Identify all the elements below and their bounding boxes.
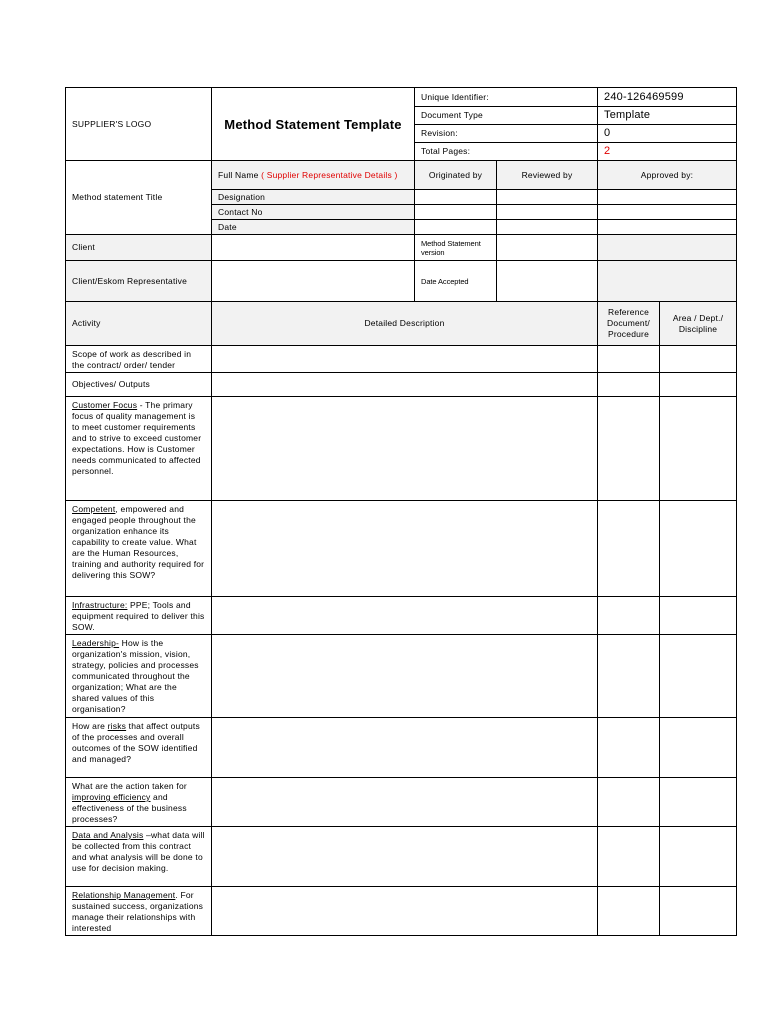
approved-designation-cell[interactable] xyxy=(598,190,737,205)
originated-by-header: Originated by xyxy=(415,161,497,190)
supplier-logo-placeholder: SUPPLIER'S LOGO xyxy=(66,88,212,161)
activity-row-area[interactable] xyxy=(660,718,737,778)
date-label: Date xyxy=(212,220,415,235)
meta-label-unique-identifier: Unique Identifier: xyxy=(415,88,598,107)
date-accepted-value[interactable] xyxy=(497,261,598,302)
activity-row-reference[interactable] xyxy=(598,373,660,397)
client-eskom-representative-label: Client/Eskom Representative xyxy=(66,261,212,302)
version-blank-cell xyxy=(598,235,737,261)
meta-value-revision: 0 xyxy=(598,125,737,143)
activity-row-reference[interactable] xyxy=(598,635,660,718)
full-name-note: ( Supplier Representative Details ) xyxy=(261,169,398,180)
date-accepted-blank-cell xyxy=(598,261,737,302)
area-dept-discipline-header: Area / Dept./ Discipline xyxy=(660,302,737,346)
activity-customer-focus: Customer Focus - The primary focus of quality management is to meet customer requirements and to strive to exceed customer expectations. How is Customer needs communicated to affected personnel. xyxy=(66,397,212,501)
approved-by-header: Approved by: xyxy=(598,161,737,190)
activity-row-description[interactable] xyxy=(212,778,598,827)
meta-value-unique-identifier: 240-126469599 xyxy=(598,88,737,107)
activity-row-reference[interactable] xyxy=(598,887,660,936)
activity-row-area[interactable] xyxy=(660,635,737,718)
meta-label-document-type: Document Type xyxy=(415,107,598,125)
method-statement-version-value[interactable] xyxy=(497,235,598,261)
activity-row-reference[interactable] xyxy=(598,346,660,373)
meta-label-revision: Revision: xyxy=(415,125,598,143)
activity-scope-of-work: Scope of work as described in the contract/ order/ tender xyxy=(66,346,212,373)
activity-row-area[interactable] xyxy=(660,373,737,397)
method-statement-form xyxy=(65,87,736,936)
activity-row-description[interactable] xyxy=(212,346,598,373)
meta-value-total-pages: 2 xyxy=(598,143,737,161)
activity-row-area[interactable] xyxy=(660,778,737,827)
activity-data-and-analysis: Data and Analysis –what data will be collected from this contract and what analysis will be done to use for decision making. xyxy=(66,827,212,887)
activity-competent: Competent, empowered and engaged people throughout the organization enhance its capability to create value. What are the Human Resources, training and authority required for delivering this SOW? xyxy=(66,501,212,597)
meta-value-document-type: Template xyxy=(598,107,737,125)
activity-row-reference[interactable] xyxy=(598,397,660,501)
approved-contact-cell[interactable] xyxy=(598,205,737,220)
reviewed-date-cell[interactable] xyxy=(497,220,598,235)
activity-row-area[interactable] xyxy=(660,501,737,597)
activity-improving-efficiency: What are the action taken for improving efficiency and effectiveness of the business processes? xyxy=(66,778,212,827)
method-statement-version-label: Method Statement version xyxy=(415,235,497,261)
reference-document-header: Reference Document/ Procedure xyxy=(598,302,660,346)
activity-row-description[interactable] xyxy=(212,718,598,778)
originated-contact-cell[interactable] xyxy=(415,205,497,220)
method-statement-title-label: Method statement Title xyxy=(66,161,212,235)
approved-date-cell[interactable] xyxy=(598,220,737,235)
reviewed-contact-cell[interactable] xyxy=(497,205,598,220)
activity-relationship-management: Relationship Management. For sustained success, organizations manage their relationships with interested xyxy=(66,887,212,936)
full-name-label: Full Name ( Supplier Representative Details ) xyxy=(212,161,415,190)
date-accepted-label: Date Accepted xyxy=(415,261,497,302)
activity-row-reference[interactable] xyxy=(598,827,660,887)
activity-infrastructure: Infrastructure: PPE; Tools and equipment required to deliver this SOW. xyxy=(66,597,212,635)
client-eskom-representative-value[interactable] xyxy=(212,261,415,302)
activity-row-description[interactable] xyxy=(212,501,598,597)
activity-risks: How are risks that affect outputs of the processes and overall outcomes of the SOW identified and managed? xyxy=(66,718,212,778)
contact-no-label: Contact No xyxy=(212,205,415,220)
activity-row-reference[interactable] xyxy=(598,501,660,597)
activity-row-area[interactable] xyxy=(660,346,737,373)
document-title: Method Statement Template xyxy=(212,88,415,161)
activity-row-description[interactable] xyxy=(212,635,598,718)
activity-objectives-outputs: Objectives/ Outputs xyxy=(66,373,212,397)
activity-row-reference[interactable] xyxy=(598,597,660,635)
activity-row-description[interactable] xyxy=(212,373,598,397)
activity-row-description[interactable] xyxy=(212,887,598,936)
activity-row-reference[interactable] xyxy=(598,778,660,827)
activity-row-area[interactable] xyxy=(660,397,737,501)
activity-row-description[interactable] xyxy=(212,397,598,501)
designation-label: Designation xyxy=(212,190,415,205)
activity-row-description[interactable] xyxy=(212,597,598,635)
reviewed-by-header: Reviewed by xyxy=(497,161,598,190)
detailed-description-header: Detailed Description xyxy=(212,302,598,346)
reviewed-designation-cell[interactable] xyxy=(497,190,598,205)
activity-header: Activity xyxy=(66,302,212,346)
activity-leadership: Leadership- How is the organization's mission, vision, strategy, policies and processes communicated throughout the organization; What are the shared values of this organisation? xyxy=(66,635,212,718)
activity-row-area[interactable] xyxy=(660,887,737,936)
activity-row-area[interactable] xyxy=(660,597,737,635)
meta-label-total-pages: Total Pages: xyxy=(415,143,598,161)
originated-designation-cell[interactable] xyxy=(415,190,497,205)
activity-row-description[interactable] xyxy=(212,827,598,887)
activity-row-reference[interactable] xyxy=(598,718,660,778)
originated-date-cell[interactable] xyxy=(415,220,497,235)
client-value-cell[interactable] xyxy=(212,235,415,261)
client-label: Client xyxy=(66,235,212,261)
activity-row-area[interactable] xyxy=(660,827,737,887)
